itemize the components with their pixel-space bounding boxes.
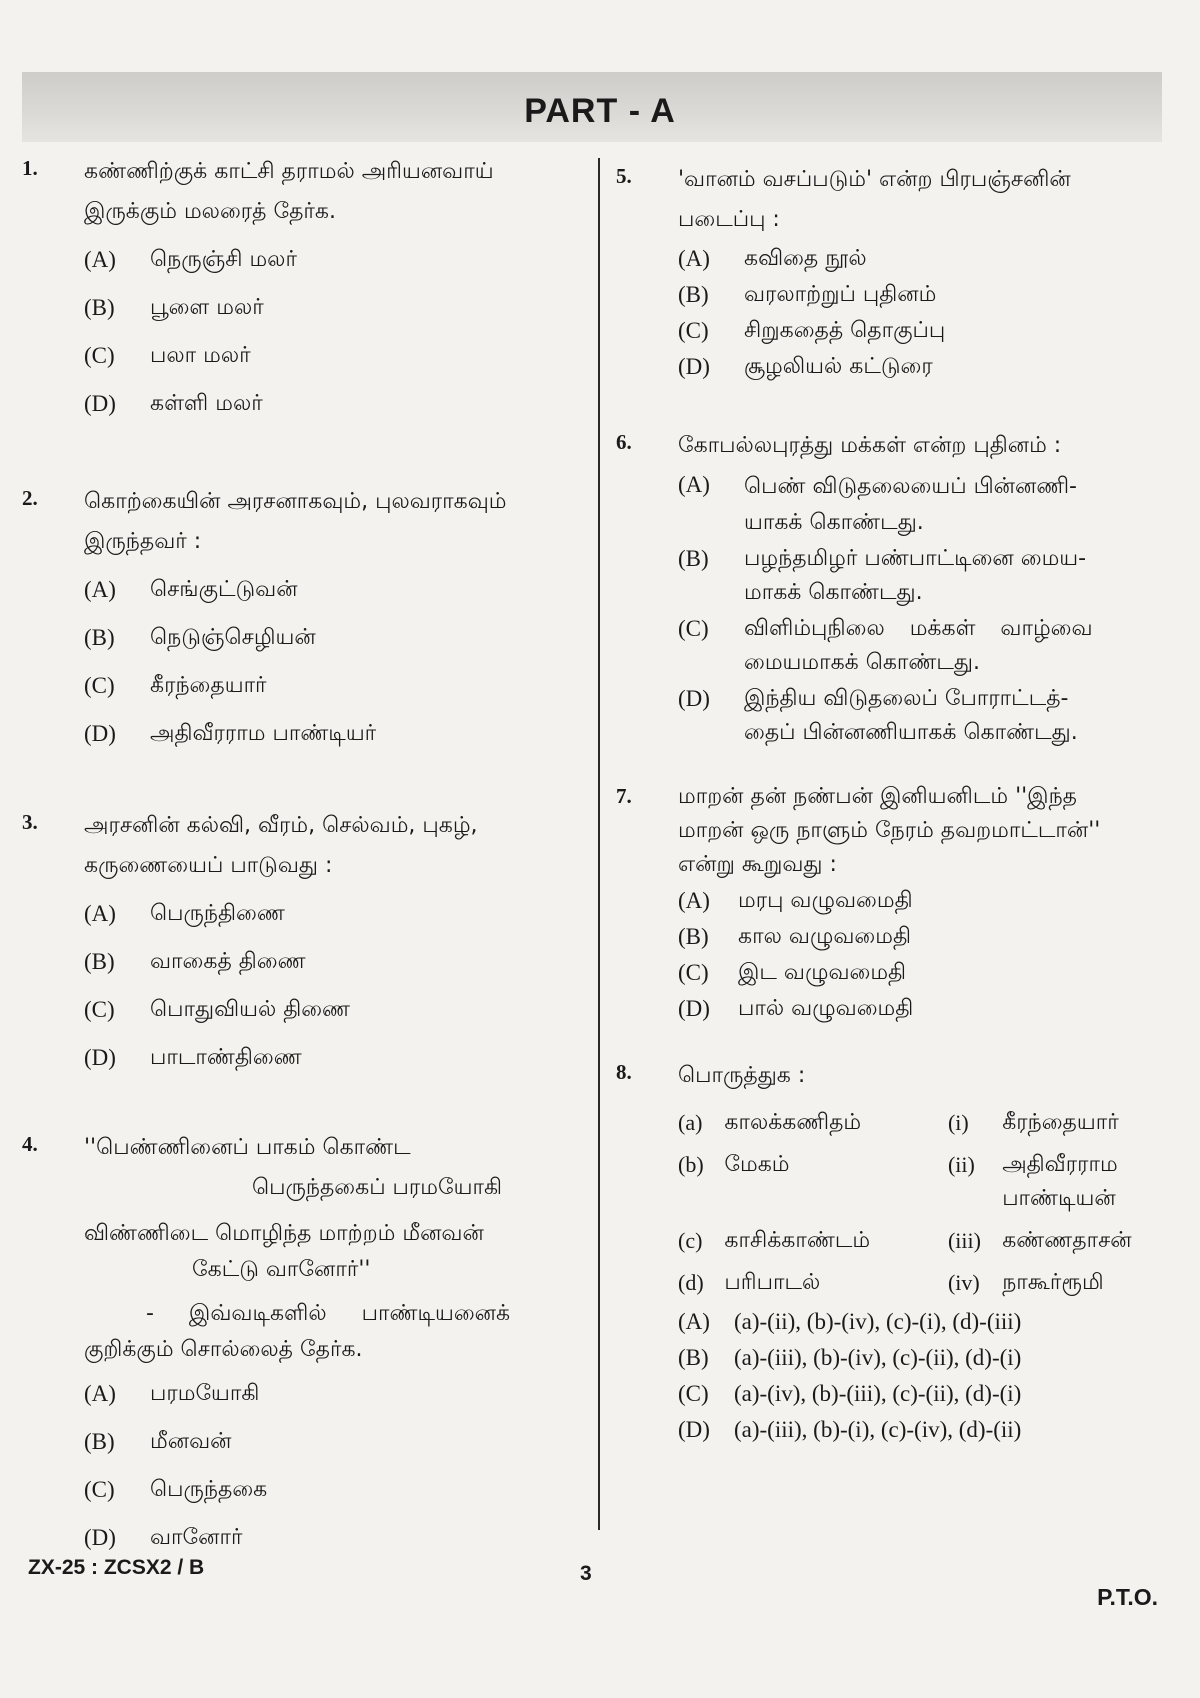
- option-text-line: பழந்தமிழர் பண்பாட்டினை மைய-: [744, 546, 1087, 571]
- option-label: (D): [84, 1045, 116, 1070]
- match-left-label: (b): [678, 1152, 704, 1177]
- booklet-code: ZX-25 : ZCSX2 / B: [28, 1556, 205, 1579]
- option-label: (A): [678, 472, 710, 497]
- option-text: பெருந்திணை: [150, 901, 285, 926]
- option-c: [678, 314, 1176, 348]
- option-d: [84, 714, 542, 754]
- match-right-label: (iii): [947, 1228, 981, 1253]
- question-stem-line: கருணையைப் பாடுவது :: [84, 853, 333, 878]
- option-c: [84, 666, 542, 706]
- option-b: [84, 942, 542, 982]
- question-number: 2.: [22, 486, 38, 510]
- option-label: (A): [678, 246, 710, 271]
- pto-label: P.T.O.: [1097, 1584, 1158, 1610]
- option-text-line: பெண் விடுதலையைப் பின்னணி-: [744, 474, 1077, 499]
- match-left-label: (c): [678, 1228, 703, 1253]
- option-a: [678, 884, 1176, 918]
- left-column: [22, 152, 542, 1558]
- question-4: [22, 1128, 542, 1558]
- question-stem-line: கண்ணிற்குக் காட்சி தராமல் அரியனவாய்: [84, 159, 494, 184]
- option-label: (D): [84, 1525, 116, 1550]
- verse-line: பெருந்தகைப் பரமயோகி: [251, 1175, 502, 1200]
- match-right-label: (iv): [947, 1270, 980, 1295]
- option-c: [678, 956, 1176, 990]
- match-left-item: பரிபாடல்: [724, 1270, 821, 1295]
- option-a: [84, 1374, 542, 1414]
- option-text: கால வழுவமைதி: [738, 924, 911, 949]
- option-text: (a)-(iii), (b)-(i), (c)-(iv), (d)-(ii): [734, 1417, 1022, 1442]
- verse-line: கேட்டு வானோர்'': [192, 1257, 371, 1282]
- option-label: (C): [678, 1381, 709, 1406]
- option-b: [84, 1422, 542, 1462]
- match-left-label: (a): [678, 1110, 703, 1135]
- match-right-item: [1002, 1144, 1176, 1220]
- question-5: [616, 160, 1176, 384]
- option-text-line: மாகக் கொண்டது.: [744, 580, 923, 605]
- option-text: இட வழுவமைதி: [738, 960, 907, 985]
- option-text: சூழலியல் கட்டுரை: [744, 354, 933, 379]
- option-text: பலா மலர்: [150, 343, 251, 368]
- option-text: பெருந்தகை: [150, 1477, 268, 1502]
- question-1: [22, 152, 542, 424]
- option-text-line: இந்திய விடுதலைப் போராட்டத்-: [744, 686, 1069, 711]
- question-number: 8.: [616, 1060, 632, 1084]
- option-a: [84, 894, 542, 934]
- option-label: (A): [678, 888, 710, 913]
- option-b: [678, 278, 1176, 312]
- option-a: [84, 570, 542, 610]
- question-stem-line: இருந்தவர் :: [84, 529, 202, 554]
- option-c: [678, 612, 1176, 680]
- option-label: (D): [678, 996, 710, 1021]
- question-7: [616, 780, 1176, 1026]
- option-text: கவிதை நூல்: [744, 246, 867, 271]
- option-text: மரபு வழுவமைதி: [738, 888, 913, 913]
- question-3: [22, 806, 542, 1078]
- match-left-item: மேகம்: [724, 1152, 790, 1177]
- option-label: (A): [84, 1381, 116, 1406]
- option-label: (D): [84, 721, 116, 746]
- right-column: [616, 160, 1176, 1448]
- question-stem-line: - இவ்வடிகளில் பாண்டியனைக்: [146, 1301, 511, 1326]
- option-label: (D): [678, 354, 710, 379]
- option-text: பரமயோகி: [150, 1381, 260, 1406]
- option-text: வாகைத் திணை: [150, 949, 306, 974]
- option-label: (B): [678, 546, 709, 571]
- option-label: (A): [678, 1309, 710, 1334]
- question-stem-line: கொற்கையின் அரசனாகவும், புலவராகவும்: [84, 489, 507, 514]
- question-number: 5.: [616, 164, 632, 188]
- option-label: (B): [84, 1429, 115, 1454]
- option-d: [678, 1412, 1176, 1448]
- question-number: 6.: [616, 430, 632, 454]
- option-c: [84, 336, 542, 376]
- match-left-item: காசிக்காண்டம்: [724, 1228, 871, 1253]
- option-label: (C): [678, 616, 709, 641]
- question-number: 4.: [22, 1132, 38, 1156]
- option-label: (A): [84, 247, 116, 272]
- option-text: பால் வழுவமைதி: [738, 996, 914, 1021]
- option-text: செங்குட்டுவன்: [150, 577, 298, 602]
- match-right-item: கீரந்தையார்: [1002, 1110, 1119, 1135]
- match-right-item: கண்ணதாசன்: [1002, 1228, 1132, 1253]
- option-d: [84, 1518, 542, 1558]
- option-text: பூளை மலர்: [150, 295, 264, 320]
- option-text: (a)-(iii), (b)-(iv), (c)-(ii), (d)-(i): [734, 1345, 1022, 1370]
- option-text: பாடாண்திணை: [150, 1045, 302, 1070]
- option-label: (D): [84, 391, 116, 416]
- option-text: அதிவீரராம பாண்டியர்: [150, 721, 377, 746]
- option-text: (a)-(iv), (b)-(iii), (c)-(ii), (d)-(i): [734, 1381, 1022, 1406]
- question-stem-line: 'வானம் வசப்படும்' என்ற பிரபஞ்சனின்: [678, 167, 1071, 192]
- option-a: [84, 240, 542, 280]
- option-b: [678, 920, 1176, 954]
- option-text: நெருஞ்சி மலர்: [150, 247, 297, 272]
- option-label: (B): [84, 949, 115, 974]
- option-a: [678, 1304, 1176, 1340]
- option-label: (A): [84, 901, 116, 926]
- option-b: [678, 1340, 1176, 1376]
- verse-line: விண்ணிடை மொழிந்த மாற்றம் மீனவன்: [84, 1221, 484, 1246]
- match-right-item: நாகூர்ரூமி: [1002, 1270, 1104, 1295]
- option-text-line: மையமாகக் கொண்டது.: [744, 650, 980, 675]
- question-stem-line: மாறன் ஒரு நாளும் நேரம் தவறமாட்டான்'': [678, 818, 1101, 843]
- option-c: [84, 990, 542, 1030]
- option-d: [84, 384, 542, 424]
- column-divider: [598, 158, 600, 1530]
- option-label: (D): [678, 686, 710, 711]
- question-stem-line: படைப்பு :: [678, 207, 780, 232]
- option-label: (C): [84, 343, 115, 368]
- question-8: [616, 1056, 1176, 1448]
- option-label: (B): [84, 295, 115, 320]
- option-d: [84, 1038, 542, 1078]
- question-stem-line: அரசனின் கல்வி, வீரம், செல்வம், புகழ்,: [84, 813, 478, 838]
- match-left-item: காலக்கணிதம்: [724, 1110, 862, 1135]
- option-b: [84, 288, 542, 328]
- part-title: PART - A: [524, 92, 676, 130]
- question-stem-line: இருக்கும் மலரைத் தேர்க.: [84, 199, 336, 224]
- option-text: கீரந்தையார்: [150, 673, 267, 698]
- match-left-label: (d): [678, 1270, 704, 1295]
- option-a: [678, 242, 1176, 276]
- match-right-line: அதிவீரராம: [1002, 1152, 1118, 1177]
- verse-line: ''பெண்ணினைப் பாகம் கொண்ட: [84, 1135, 411, 1160]
- option-text: பொதுவியல் திணை: [150, 997, 351, 1022]
- option-d: [678, 992, 1176, 1026]
- question-stem-line: மாறன் தன் நண்பன் இனியனிடம் ''இந்த: [678, 784, 1078, 809]
- match-row: [678, 1144, 1176, 1220]
- question-6: [616, 426, 1176, 750]
- option-text-line: தைப் பின்னணியாகக் கொண்டது.: [744, 720, 1078, 745]
- option-label: (B): [678, 1345, 709, 1370]
- question-stem-line: என்று கூறுவது :: [678, 852, 837, 877]
- question-number: 3.: [22, 810, 38, 834]
- question-number: 1.: [22, 156, 38, 180]
- option-label: (A): [84, 577, 116, 602]
- question-number: 7.: [616, 784, 632, 808]
- option-text: கள்ளி மலர்: [150, 391, 263, 416]
- match-right-line: பாண்டியன்: [1002, 1186, 1116, 1211]
- option-text-line: யாகக் கொண்டது.: [744, 510, 924, 535]
- option-label: (C): [84, 673, 115, 698]
- question-stem-line: பொருத்துக :: [678, 1063, 806, 1088]
- option-text-line: விளிம்புநிலை மக்கள் வாழ்வை: [744, 616, 1093, 641]
- option-text: சிறுகதைத் தொகுப்பு: [744, 318, 946, 343]
- option-label: (B): [678, 924, 709, 949]
- option-text: (a)-(ii), (b)-(iv), (c)-(i), (d)-(iii): [734, 1309, 1022, 1334]
- match-table: [678, 1102, 1176, 1304]
- option-label: (D): [678, 1417, 710, 1442]
- option-text: மீனவன்: [150, 1429, 232, 1454]
- option-text: வரலாற்றுப் புதினம்: [744, 282, 937, 307]
- option-label: (C): [84, 1477, 115, 1502]
- match-right-label: (i): [947, 1110, 969, 1135]
- option-b: [84, 618, 542, 658]
- option-a: [678, 468, 1176, 540]
- option-label: (C): [84, 997, 115, 1022]
- option-label: (C): [678, 960, 709, 985]
- match-row: [678, 1102, 1176, 1144]
- option-c: [84, 1470, 542, 1510]
- match-right-label: (ii): [947, 1152, 975, 1177]
- option-text: நெடுஞ்செழியன்: [150, 625, 316, 650]
- question-stem-line: கோபல்லபுரத்து மக்கள் என்ற புதினம் :: [678, 433, 1062, 458]
- option-d: [678, 682, 1176, 750]
- option-label: (C): [678, 318, 709, 343]
- match-row: [678, 1262, 1176, 1304]
- option-c: [678, 1376, 1176, 1412]
- option-text: வானோர்: [150, 1525, 243, 1550]
- option-b: [678, 542, 1176, 610]
- question-2: [22, 482, 542, 754]
- question-stem-line: குறிக்கும் சொல்லைத் தேர்க.: [84, 1337, 363, 1362]
- match-row: [678, 1220, 1176, 1262]
- page-number: 3: [580, 1562, 592, 1585]
- option-label: (B): [678, 282, 709, 307]
- option-d: [678, 350, 1176, 384]
- option-label: (B): [84, 625, 115, 650]
